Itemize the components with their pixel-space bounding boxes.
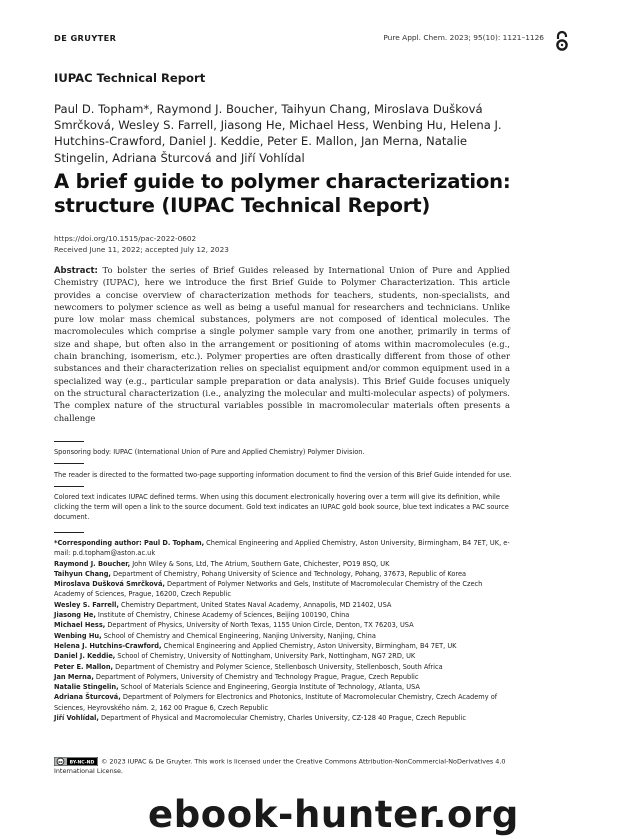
affiliation-text: School of Chemistry and Chemical Engineering, Nanjing University, Nanjing, China [101,631,376,640]
affiliation-name: Taihyun Chang, [54,569,111,578]
affiliation-name: Raymond J. Boucher, [54,559,131,568]
affiliation-item [54,610,514,620]
abstract-text: To bolster the series of Brief Guides released by International Union of Pure and Applied Chemistry (IUPAC), here we introduce the first Brief Guide to Polymer Characterization. This article provides a concise overview of characterization methods for teachers, students, non-specialists, and newcomers to polymer science as well as being a useful manual for researchers and technicians. Unlike pure low molar mass chemical substances, polymers are not composed of identical molecules. The macromolecules which comprise a single polymer sample vary from one another, primarily in terms of size and shape, but often also in the arrangement or positioning of atoms within macromolecules (e.g., chain branching, isomerism, etc.). Polymer properties are often drastically different from those of other substances and their characterization relies on specialist equipment and/or common equipment used in a specialized way (e.g., particular sample preparation or data analysis). This Brief Guide focuses uniquely on the structural characterization (i.e., analyzing the molecular and multi-molecular aspects) of polymers. The complex nature of the structural variables possible in macromolecular materials often presents a challenge [54,265,510,423]
affiliation-name: Miroslava Dušková Smrčková, [54,580,165,589]
report-type-heading: IUPAC Technical Report [54,71,206,85]
watermark-text: ebook-hunter.org [148,793,519,836]
received-dates: Received June 11, 2022; accepted July 12, 2023 [54,244,229,254]
affiliations [54,538,514,723]
affiliation-item [54,672,514,682]
footnote-colored-text: Colored text indicates IUPAC defined terms. When using this document electronically hovering over a term will give its definition, while clicking the term will open a link to the source document. Gold text indicates an IUPAC gold book source, blue text indicates a PAC source document. [54,493,509,521]
affiliation-text: Chemistry Department, United States Naval Academy, Annapolis, MD 21402, USA [118,600,392,609]
affiliation-item [54,692,514,713]
footnote-divider [54,532,84,533]
license-text: © 2023 IUPAC & De Gruyter. This work is licensed under the Creative Commons Attribution-NonCommercial-NoDerivatives 4.0 International License. [54,757,506,775]
svg-text:cc: cc [58,760,63,765]
publisher-name: DE GRUYTER [54,33,117,43]
affiliation-text: Department of Chemistry and Polymer Science, Stellenbosch University, Stellenbosch, South Africa [113,662,443,671]
affiliation-item [54,579,514,600]
cc-license-badge[interactable] [54,757,98,766]
open-access-icon [554,30,570,52]
affiliation-item [54,600,514,610]
affiliation-text: Department of Polymers for Electronics and Photonics, Institute of Macromolecular Chemistry, Czech Academy of Sciences, Heyrovského nám. 2, 162 00 Prague 6, Czech Republic [54,693,498,712]
article-title: A brief guide to polymer characterization: structure (IUPAC Technical Report) [54,170,511,217]
doi-link[interactable]: https://doi.org/10.1515/pac-2022-0602 [54,234,197,243]
affiliation-name: Jiasong He, [54,611,96,620]
affiliation-text: Department of Polymer Networks and Gels, Institute of Macromolecular Chemistry of the Czech Academy of Sciences, Prague, 16200, Czech Republic [54,580,483,599]
abstract [54,264,510,424]
affiliation-text: School of Materials Science and Engineering, Georgia Institute of Technology, Atlanta, USA [118,683,420,692]
affiliation-text: Department of Physics, University of North Texas, 1155 Union Circle, Denton, TX 76203, USA [105,621,414,630]
affiliation-name: Michael Hess, [54,621,106,630]
footnote-sponsor: Sponsoring body: IUPAC (International Union of Pure and Applied Chemistry) Polymer Division. [54,448,365,456]
footnote-divider [54,486,84,487]
affiliation-name: Daniel J. Keddie, [54,652,116,661]
affiliation-item [54,651,514,661]
affiliation-name: Wesley S. Farrell, [54,600,119,609]
affiliation-text: Department of Physical and Macromolecular Chemistry, Charles University, CZ-128 40 Prague, Czech Republic [98,714,467,723]
license-notice [54,757,514,777]
affiliation-item [54,620,514,630]
article-meta [54,234,229,255]
affiliation-text: Institute of Chemistry, Chinese Academy of Sciences, Beijing 100190, China [95,611,350,620]
affiliation-item [54,682,514,692]
svg-text:BY-NC-ND: BY-NC-ND [69,760,95,766]
affiliation-name: Helena J. Hutchins-Crawford, [54,641,162,650]
affiliation-item [54,662,514,672]
affiliation-item [54,559,514,569]
footnote-reader: The reader is directed to the formatted two-page supporting information document to find the version of this Brief Guide intended for use. [54,471,512,479]
author-list: Paul D. Topham*, Raymond J. Boucher, Taihyun Chang, Miroslava Dušková Smrčková, Wesley S. Farrell, Jiasong He, Michael Hess, Wenbing Hu, Helena J. Hutchins-Crawford, Daniel J. Keddie, Peter E. Mallon, Jan Merna, Natalie Stingelin, Adriana Šturcová and Jiří Vohlídal [54,102,502,165]
affiliation-name: Jan Merna, [54,672,94,681]
affiliation-name: Wenbing Hu, [54,631,102,640]
affiliation-item [54,631,514,641]
affiliation-text: John Wiley & Sons, Ltd, The Atrium, Southern Gate, Chichester, PO19 8SQ, UK [130,559,390,568]
page-header [54,33,570,53]
affiliation-name: Natalie Stingelin, [54,683,119,692]
affiliation-text: Chemical Engineering and Applied Chemistry, Aston University, Birmingham, B4 7ET, UK [161,641,457,650]
footnote-divider [54,463,84,464]
affiliation-text: Chemical Engineering and Applied Chemistry, Aston University, Birmingham, B4 7ET, UK, e-mail: p.d.topham@aston.ac.uk [54,539,510,558]
affiliation-name: Adriana Šturcová, [54,693,121,702]
abstract-label: Abstract: [54,265,98,275]
affiliation-item [54,713,514,723]
affiliation-item [54,538,514,559]
journal-reference: Pure Appl. Chem. 2023; 95(10): 1121–1126 [383,33,544,42]
affiliation-text: Department of Polymers, University of Chemistry and Technology Prague, Prague, Czech Republic [93,672,419,681]
affiliation-name: Peter E. Mallon, [54,662,114,671]
affiliation-text: Department of Chemistry, Pohang University of Science and Technology, Pohang, 37673, Republic of Korea [110,569,467,578]
affiliation-name: Jiří Vohlídal, [54,714,99,723]
footnote-divider [54,441,84,442]
affiliation-text: School of Chemistry, University of Nottingham, University Park, Nottingham, NG7 2RD, UK [115,652,416,661]
affiliation-item [54,641,514,651]
affiliation-name: *Corresponding author: Paul D. Topham, [54,539,205,547]
affiliation-item [54,569,514,579]
